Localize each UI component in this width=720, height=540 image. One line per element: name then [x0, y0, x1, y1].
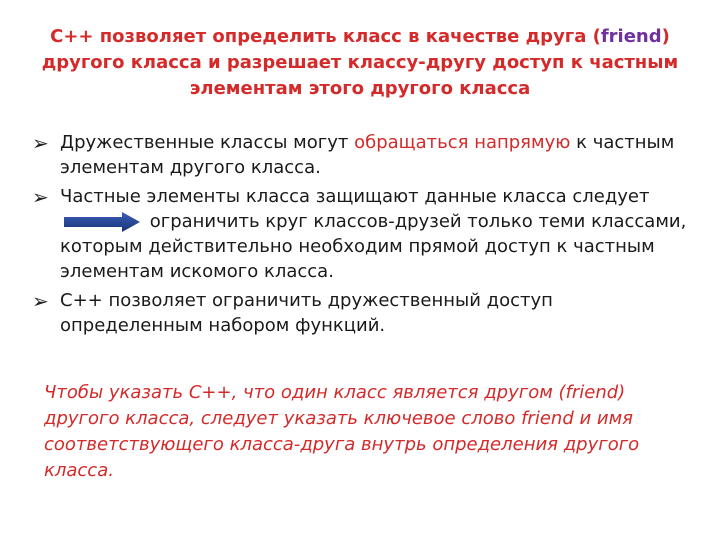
title-keyword: friend: [600, 26, 662, 47]
note-paragraph: Чтобы указать С++, что один класс является другом (friend) другого класса, следует указать ключевое слово friend и имя соответствующего класса-друга внутрь определения другого класса.: [44, 382, 640, 481]
bullet-item-2: [30, 184, 700, 284]
slide-title: [30, 24, 690, 102]
bullet-item-3: [30, 288, 700, 338]
title-text-start: С++ позволяет определить класс в качестве друга (: [50, 26, 601, 47]
bullet-1-text: Дружественные классы могут: [60, 132, 355, 153]
right-arrow-icon: [64, 212, 140, 232]
bullet-2-text-end: ограничить круг классов-друзей только теми классами, которым действительно необходим прямой доступ к частным элементам искомого класса.: [60, 211, 687, 282]
bullet-arrow-icon: ➢: [32, 131, 49, 155]
bullet-2-text: Частные элементы класса защищают данные класса следует: [60, 186, 650, 207]
bullet-list: [30, 130, 700, 342]
bullet-arrow-icon: ➢: [32, 185, 49, 209]
bullet-3-text: С++ позволяет ограничить дружественный доступ определенным набором функций.: [60, 290, 553, 336]
title-text-end: ) другого класса и разрешает классу-другу доступ к частным элементам этого другого класса: [41, 26, 679, 99]
bullet-1-emphasis: обращаться напрямую: [354, 132, 571, 153]
bullet-arrow-icon: ➢: [32, 289, 49, 313]
bullet-item-1: [30, 130, 700, 180]
bullet-1-text-end: к частным элементам другого класса.: [60, 132, 675, 178]
